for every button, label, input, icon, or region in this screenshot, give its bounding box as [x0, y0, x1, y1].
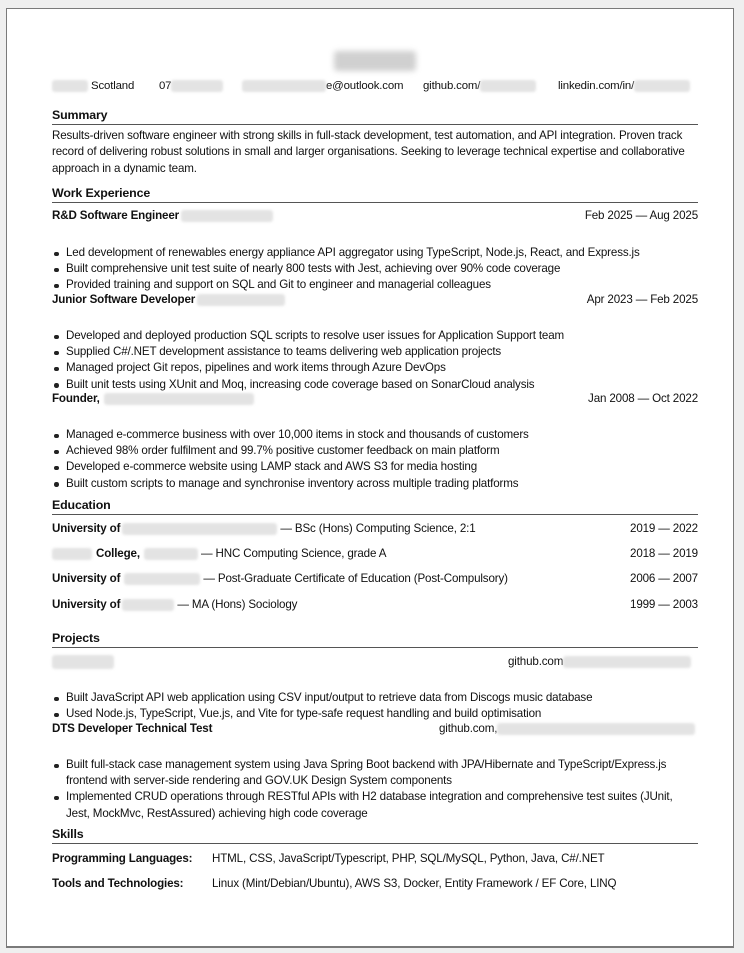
redacted-institution: [144, 548, 198, 560]
redacted-town: [52, 80, 88, 92]
skill-label: Programming Languages:: [52, 852, 193, 865]
education-row-2: [52, 571, 698, 587]
education-dates: 2006 — 2007: [630, 572, 698, 585]
list-item: Provided training and support on SQL and Git to engineer and managerial colleagues: [52, 277, 698, 293]
list-item: Built comprehensive unit test suite of nearly 800 tests with Jest, achieving over 90% code coverage: [52, 261, 698, 277]
project-header-1: [52, 721, 698, 737]
job-header-1: [52, 292, 698, 308]
redacted-institution-prefix: [52, 548, 92, 560]
institution: University of: [52, 598, 121, 611]
redacted-employer: [197, 294, 285, 306]
job-role: Founder,: [52, 392, 100, 405]
redacted-github-user: [480, 80, 536, 92]
skill-row-1: [52, 876, 698, 892]
qualification: — Post-Graduate Certificate of Education (Post-Compulsory): [203, 572, 508, 585]
list-item: Managed project Git repos, pipelines and work items through Azure DevOps: [52, 360, 698, 376]
redacted-institution: [122, 523, 277, 535]
redacted-project-name: [52, 655, 114, 669]
redacted-employer: [181, 210, 273, 222]
list-item: Managed e-commerce business with over 10,000 items in stock and thousands of customers: [52, 427, 698, 443]
resume-page: [6, 8, 734, 948]
list-item: Built JavaScript API web application using CSV input/output to retrieve data from Discogs music database: [52, 690, 698, 706]
job-bullets-0: [52, 245, 698, 294]
job-role: R&D Software Engineer: [52, 209, 179, 222]
list-item: Built unit tests using XUnit and Moq, increasing code coverage based on SonarCloud analysis: [52, 377, 698, 393]
qualification: — HNC Computing Science, grade A: [200, 547, 387, 560]
job-header-2: [52, 391, 698, 407]
redacted-employer: [104, 393, 254, 405]
redacted-linkedin-user: [634, 80, 690, 92]
skill-label: Tools and Technologies:: [52, 877, 184, 890]
redacted-phone: [171, 80, 223, 92]
qualification: — MA (Hons) Sociology: [177, 598, 298, 611]
project-name: DTS Developer Technical Test: [52, 722, 213, 735]
contact-linkedin[interactable]: linkedin.com/in/: [558, 80, 690, 92]
section-title-work: Work Experience: [52, 186, 698, 203]
education-dates: 2019 — 2022: [630, 522, 698, 535]
list-item: Supplied C#/.NET development assistance to teams delivering web application projects: [52, 344, 698, 360]
list-item: Developed e-commerce website using LAMP stack and AWS S3 for media hosting: [52, 459, 698, 475]
education-dates: 1999 — 2003: [630, 598, 698, 611]
skill-value: HTML, CSS, JavaScript/Typescript, PHP, SQL/MySQL, Python, Java, C#/.NET: [212, 852, 605, 865]
list-item: Used Node.js, TypeScript, Vue.js, and Vite for type-safe request handling and build optimisation: [52, 706, 698, 722]
list-item: Built full-stack case management system using Java Spring Boot backend with JPA/Hibernate and TypeScript/Express.js frontend with server-side rendering and GOV.UK Design System components: [52, 757, 698, 789]
project-bullets-0: [52, 690, 698, 722]
list-item: Achieved 98% order fulfilment and 99.7% positive customer feedback on main platform: [52, 443, 698, 459]
section-title-skills: Skills: [52, 827, 698, 844]
candidate-name: [52, 51, 698, 71]
contact-email[interactable]: e@outlook.com: [242, 80, 403, 92]
list-item: Led development of renewables energy appliance API aggregator using TypeScript, Node.js, React, and Express.js: [52, 245, 698, 261]
job-role: Junior Software Developer: [52, 293, 196, 306]
education-dates: 2018 — 2019: [630, 547, 698, 560]
education-row-0: [52, 521, 698, 537]
education-row-1: [52, 546, 698, 562]
contact-github[interactable]: github.com/: [423, 80, 536, 92]
job-dates: Apr 2023 — Feb 2025: [586, 293, 698, 306]
job-bullets-1: [52, 328, 698, 393]
skill-value: Linux (Mint/Debian/Ubuntu), AWS S3, Docker, Entity Framework / EF Core, LINQ: [212, 877, 617, 890]
skill-row-0: [52, 851, 698, 867]
education-row-3: [52, 597, 698, 613]
project-bullets-1: [52, 757, 698, 822]
summary-text: Results-driven software engineer with strong skills in full-stack development, test automation, and API integration. Proven track record of delivering robust solutions in small and larger organisations. Seeking to leverage technical expertise and collaborative approach in a dynamic team.: [52, 129, 685, 175]
project-header-0: [52, 654, 698, 670]
job-bullets-2: [52, 427, 698, 492]
institution: University of: [52, 572, 121, 585]
contact-location: Scotland: [52, 80, 134, 92]
redacted-name: [334, 51, 416, 71]
section-title-education: Education: [52, 498, 698, 515]
project-link[interactable]: github.com,: [439, 721, 695, 737]
redacted-project-url: [563, 656, 691, 668]
redacted-email-user: [242, 80, 326, 92]
contact-phone: 07: [159, 80, 223, 92]
redacted-institution: [124, 573, 200, 585]
contact-line: [52, 80, 698, 96]
redacted-project-url: [497, 723, 695, 735]
list-item: Developed and deployed production SQL scripts to resolve user issues for Application Support team: [52, 328, 698, 344]
qualification: — BSc (Hons) Computing Science, 2:1: [280, 522, 476, 535]
project-link[interactable]: github.com: [508, 654, 691, 670]
institution: University of: [52, 522, 121, 535]
redacted-institution: [122, 599, 174, 611]
job-header-0: [52, 208, 698, 224]
section-title-summary: Summary: [52, 108, 698, 125]
list-item: Implemented CRUD operations through RESTful APIs with H2 database integration and comprehensive test suites (JUnit, Jest, MockMvc, RestAssured) achieving high code coverage: [52, 789, 698, 821]
list-item: Built custom scripts to manage and synchronise inventory across multiple trading platforms: [52, 476, 698, 492]
job-dates: Feb 2025 — Aug 2025: [584, 209, 698, 222]
section-title-projects: Projects: [52, 631, 698, 648]
job-dates: Jan 2008 — Oct 2022: [588, 392, 698, 405]
institution: College,: [96, 547, 140, 560]
